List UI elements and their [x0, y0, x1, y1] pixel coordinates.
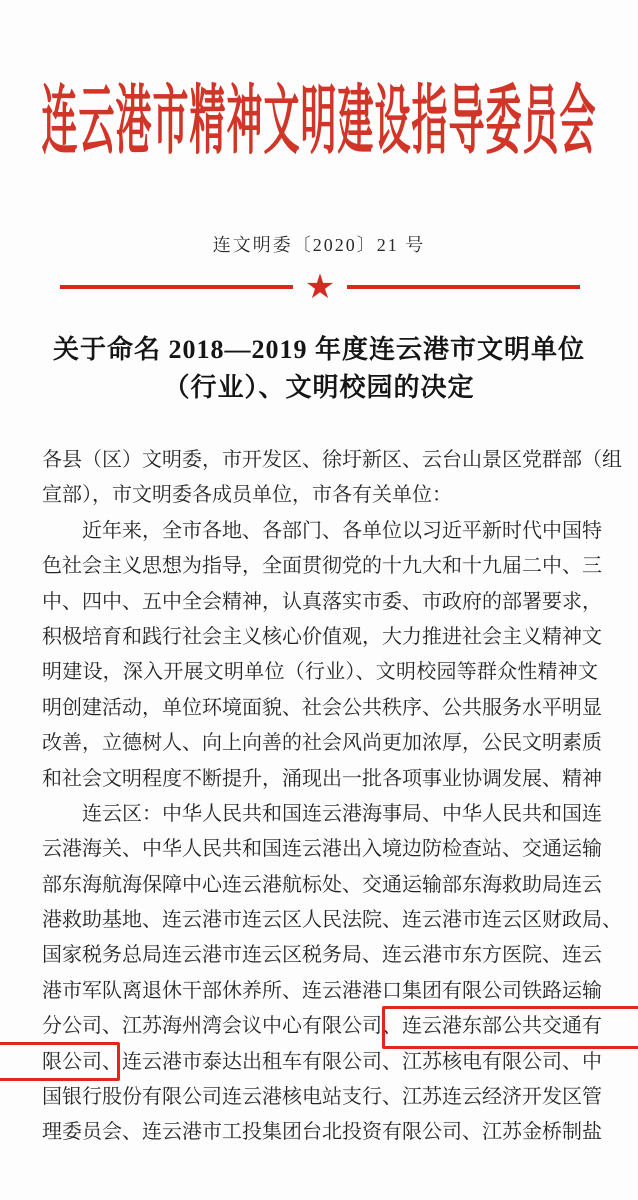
separator-rule-left: [60, 285, 293, 289]
body-line: 港市军队离退休干部休养所、连云港港口集团有限公司铁路运输: [42, 979, 602, 1002]
body-line: 部东海航海保障中心连云港航标处、交通运输部东海救助局连云: [42, 873, 602, 896]
document-title: [0, 331, 638, 407]
body-line: 理委员会、连云港市工投集团台北投资有限公司、江苏金桥制盐: [42, 1121, 602, 1144]
separator-rule-right: [347, 285, 580, 289]
body-line: 分公司、江苏海州湾会议中心有限公司、连云港东部公共交通有: [42, 1015, 602, 1038]
body-line: 和社会文明程度不断提升，涌现出一批各项事业协调发展、精神: [42, 767, 602, 790]
body-line: 港救助基地、连云港市连云区人民法院、连云港市连云区财政局、: [42, 909, 622, 932]
body-line: 明建设，深入开展文明单位（行业）、文明校园等群众性精神文: [42, 661, 598, 684]
body-line: 中、四中、五中全会精神，认真落实市委、市政府的部署要求，: [42, 590, 602, 613]
body-line: 宣部），市文明委各成员单位，市各有关单位：: [42, 484, 452, 507]
body-line: 国家税务总局连云港市连云区税务局、连云港市东方医院、连云: [42, 944, 602, 967]
body-line: 改善，立德树人、向上向善的社会风尚更加浓厚，公民文明素质: [42, 732, 602, 755]
document-number: 连文明委〔2020〕21 号: [212, 235, 426, 255]
body-line: 近年来，全市各地、各部门、各单位以习近平新时代中国特: [82, 519, 602, 542]
body-line: 明创建活动，单位环境面貌、社会公共秩序、公共服务水平明显: [42, 696, 602, 719]
body-line: 色社会主义思想为指导，全面贯彻党的十九大和十九届二中、三: [42, 555, 602, 578]
letterhead-separator: [60, 267, 580, 307]
star-icon: ★: [304, 267, 336, 307]
document-body: [42, 443, 622, 1151]
body-line: 积极培育和践行社会主义核心价值观，大力推进社会主义精神文: [42, 625, 602, 648]
body-line: 限公司、连云港市泰达出租车有限公司、江苏核电有限公司、中: [42, 1050, 602, 1073]
body-line: 各县（区）文明委，市开发区、徐圩新区、云台山景区党群部（组: [42, 449, 622, 471]
body-line: 云港海关、中华人民共和国连云港出入境边防检查站、交通运输: [42, 838, 602, 861]
body-line: 连云区：中华人民共和国连云港海事局、中华人民共和国连: [82, 802, 602, 825]
body-line: 国银行股份有限公司连云港核电站支行、江苏连云经济开发区管: [42, 1086, 602, 1109]
document-title-line1: 关于命名 2018—2019 年度连云港市文明单位: [52, 335, 585, 364]
letterhead-org-title: 连云港市精神文明建设指导委员会: [41, 78, 597, 163]
document-title-line2: （行业）、文明校园的决定: [163, 373, 475, 402]
